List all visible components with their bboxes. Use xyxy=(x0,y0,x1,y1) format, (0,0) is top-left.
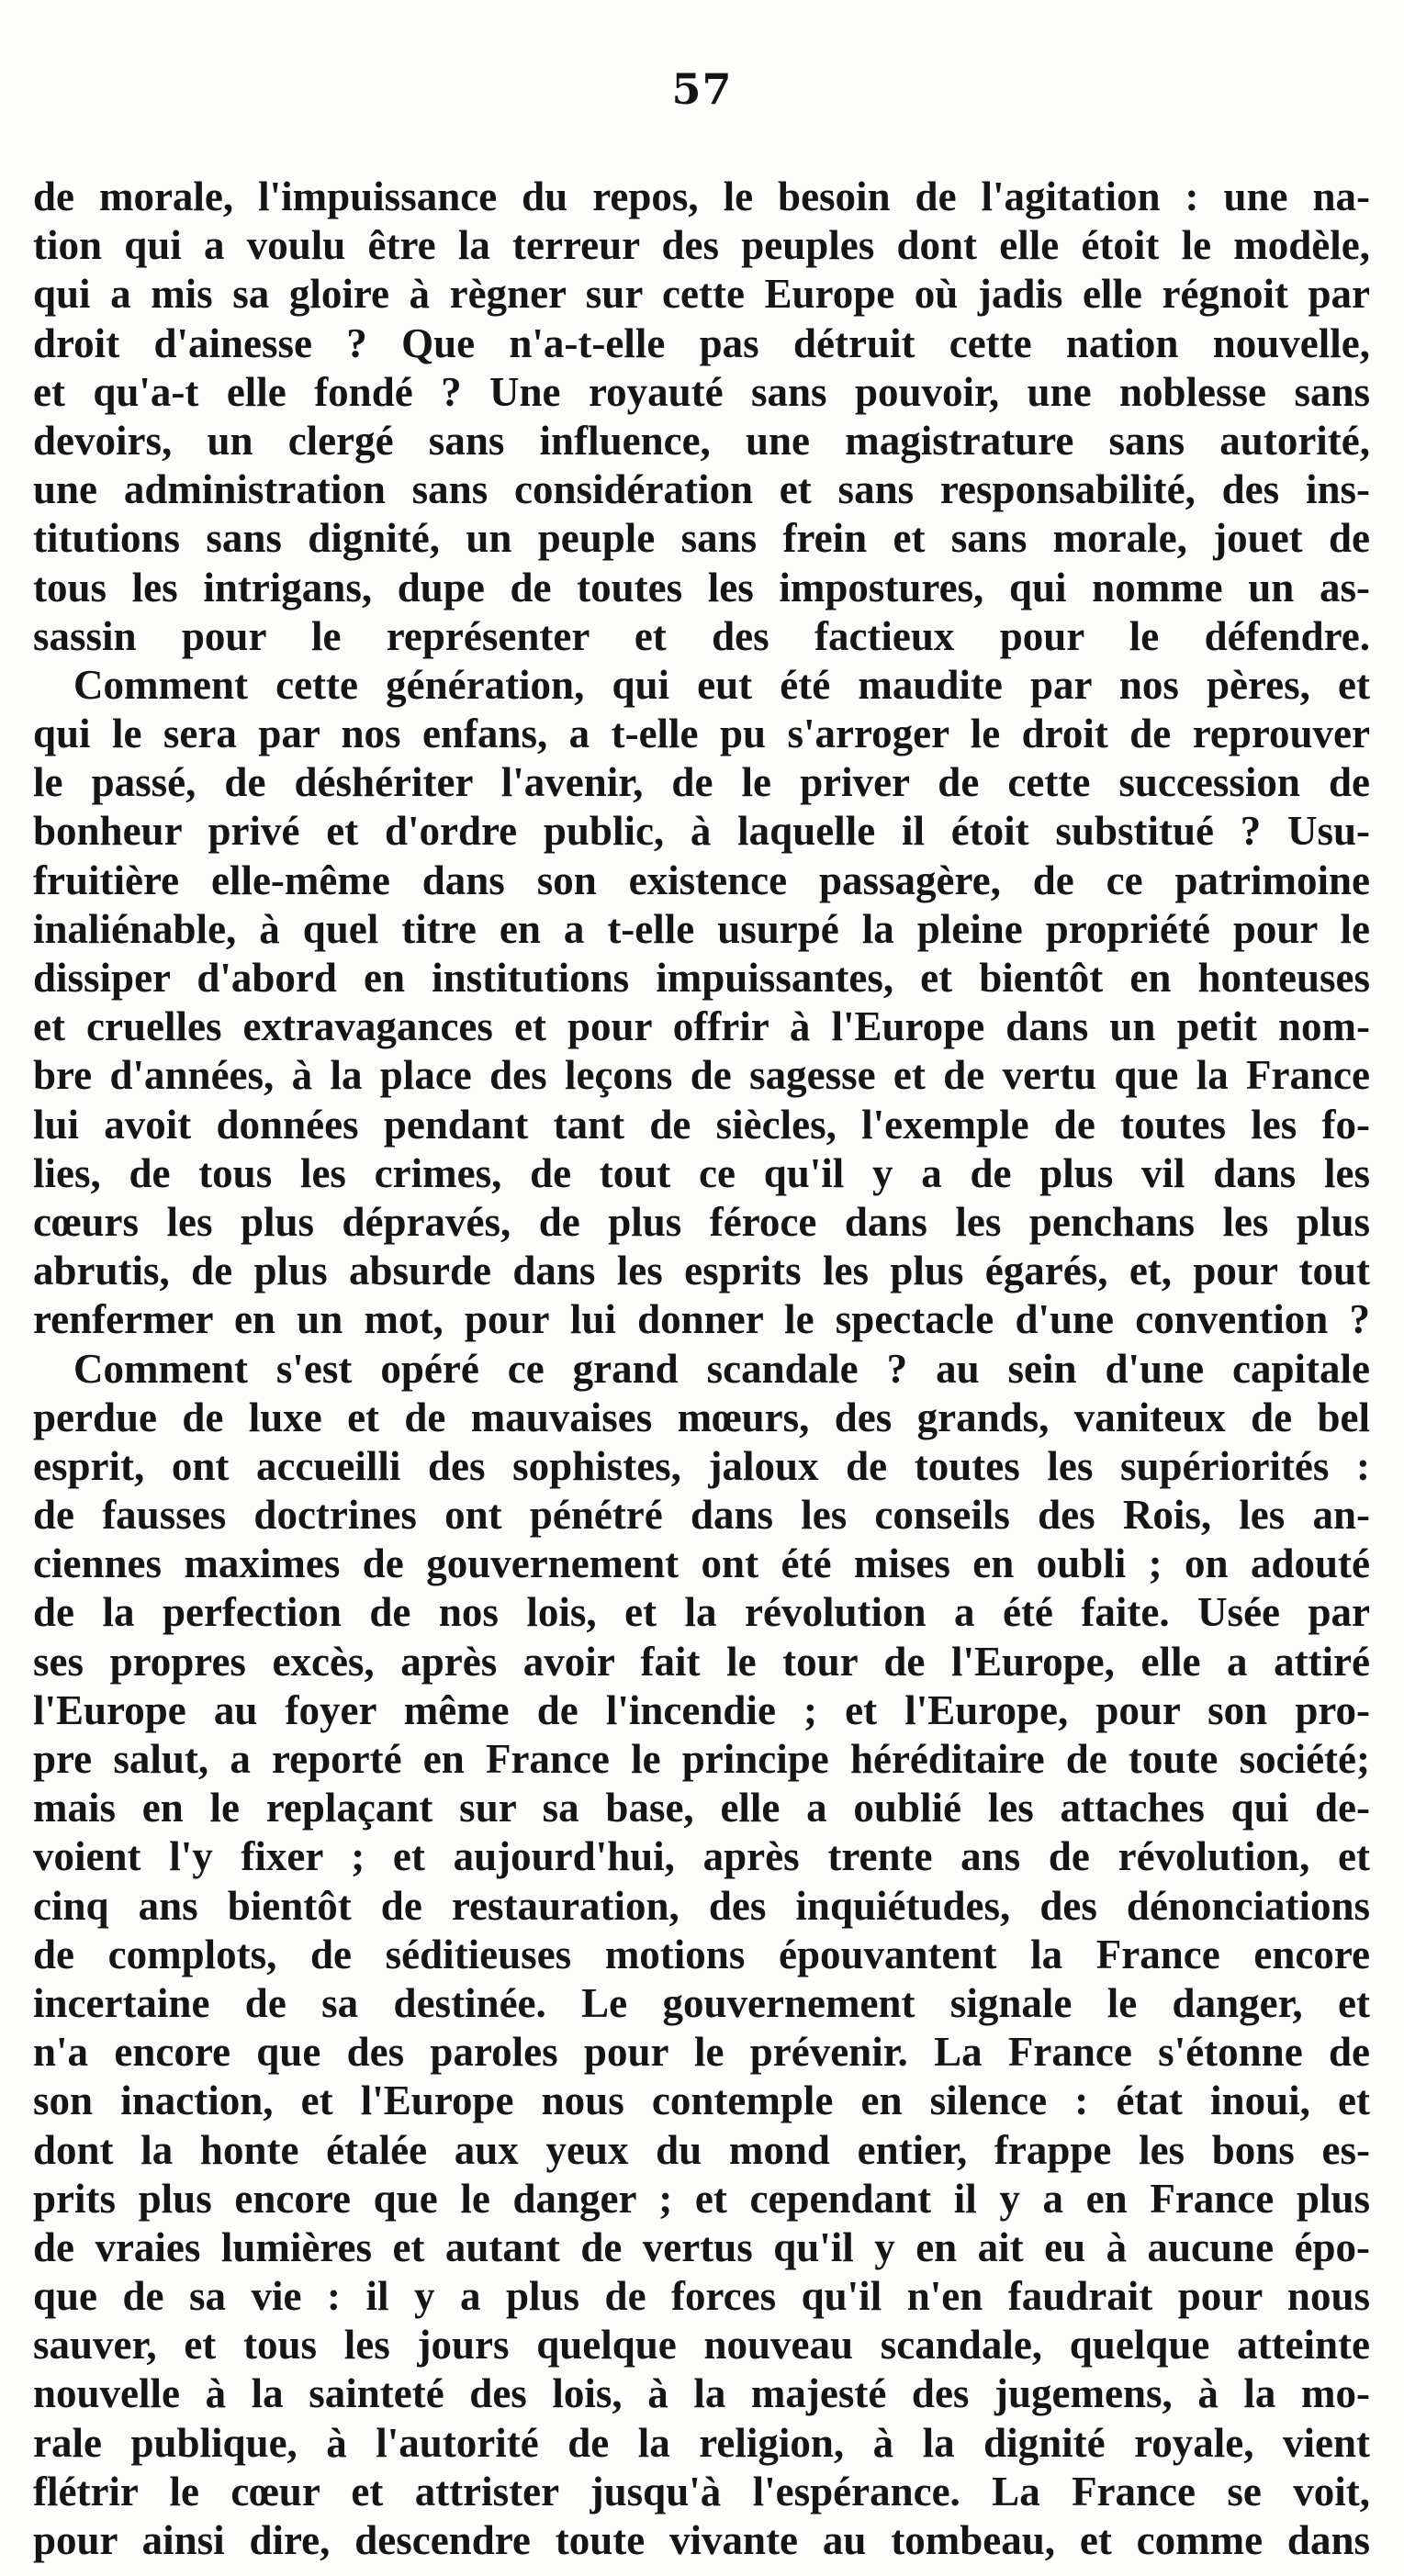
text-line: rale publique, à l'autorité de la religion, à la dignité royale, vient xyxy=(33,2419,1370,2466)
text-line: Comment cette génération, qui eut été maudite par nos pères, et xyxy=(73,661,1370,708)
text-line: cœurs les plus dépravés, de plus féroce dans les penchans les plus xyxy=(33,1198,1370,1245)
paragraph xyxy=(33,1345,1370,2566)
text-line: et qu'a-t elle fondé ? Une royauté sans pouvoir, une noblesse sans xyxy=(33,368,1370,415)
text-line: pour ainsi dire, descendre toute vivante au tombeau, et comme dans xyxy=(33,2517,1370,2563)
text-line: inaliénable, à quel titre en a t-elle usurpé la pleine propriété pour le xyxy=(33,905,1370,952)
text-line: sauver, et tous les jours quelque nouveau scandale, quelque atteinte xyxy=(33,2322,1370,2369)
text-line: de la perfection de nos lois, et la révolution a été faite. Usée par xyxy=(33,1589,1370,1636)
text-line: droit d'ainesse ? Que n'a-t-elle pas détruit cette nation nouvelle, xyxy=(33,319,1370,366)
text-line: sassin pour le représenter et des factieux pour le défendre. xyxy=(33,612,1370,659)
text-line: fruitière elle-même dans son existence passagère, de ce patrimoine xyxy=(33,857,1370,903)
text-line: lui avoit données pendant tant de siècles, l'exemple de toutes les fo- xyxy=(33,1101,1370,1148)
text-line: flétrir le cœur et attrister jusqu'à l'espérance. La France se voit, xyxy=(33,2468,1370,2514)
text-line: qui le sera par nos enfans, a t-elle pu s'arroger le droit de reprouver xyxy=(33,711,1370,757)
text-line: ses propres excès, après avoir fait le tour de l'Europe, elle a attiré xyxy=(33,1638,1370,1685)
text-line: perdue de luxe et de mauvaises mœurs, des grands, vaniteux de bel xyxy=(33,1394,1370,1440)
text-line: ciennes maximes de gouvernement ont été mises en oubli ; on adouté xyxy=(33,1540,1370,1587)
text-line: dont la honte étalée aux yeux du mond entier, frappe les bons es- xyxy=(33,2126,1370,2173)
text-line: prits plus encore que le danger ; et cependant il y a en France plus xyxy=(33,2175,1370,2222)
text-line: qui a mis sa gloire à règner sur cette Europe où jadis elle régnoit par xyxy=(33,271,1370,318)
text-line: tous les intrigans, dupe de toutes les impostures, qui nomme un as- xyxy=(33,564,1370,610)
text-line: de vraies lumières et autant de vertus qu'il y en ait eu à aucune épo- xyxy=(33,2223,1370,2270)
text-line: esprit, ont accueilli des sophistes, jaloux de toutes les supériorités : xyxy=(33,1442,1370,1489)
text-line: une administration sans considération et sans responsabilité, des ins- xyxy=(33,466,1370,513)
page-number: 57 xyxy=(671,64,733,114)
text-line: l'Europe au foyer même de l'incendie ; et l'Europe, pour son pro- xyxy=(33,1686,1370,1733)
text-line: renfermer en un mot, pour lui donner le spectacle d'une convention ? xyxy=(33,1296,1370,1343)
text-line: son inaction, et l'Europe nous contemple en silence : état inoui, et xyxy=(33,2078,1370,2124)
text-line: nouvelle à la sainteté des lois, à la majesté des jugemens, à la mo- xyxy=(33,2370,1370,2417)
paragraph xyxy=(33,661,1370,1345)
body-text xyxy=(33,173,1370,2565)
text-line: bre d'années, à la place des leçons de sagesse et de vertu que la France xyxy=(33,1052,1370,1099)
text-line: de morale, l'impuissance du repos, le besoin de l'agitation : une na- xyxy=(33,174,1370,219)
text-line: pre salut, a reporté en France le principe héréditaire de toute société; xyxy=(33,1736,1370,1782)
text-line: titutions sans dignité, un peuple sans frein et sans morale, jouet de xyxy=(33,515,1370,562)
text-line: abrutis, de plus absurde dans les esprits les plus égarés, et, pour tout xyxy=(33,1248,1370,1294)
text-line: que de sa vie : il y a plus de forces qu'il n'en faudrait pour nous xyxy=(33,2273,1370,2320)
text-line: de complots, de séditieuses motions épouvantent la France encore xyxy=(33,1931,1370,1977)
text-line: de fausses doctrines ont pénétré dans les conseils des Rois, les an- xyxy=(33,1492,1370,1539)
text-line: incertaine de sa destinée. Le gouvernement signale le danger, et xyxy=(33,1979,1370,2026)
text-line: mais en le replaçant sur sa base, elle a oublié les attaches qui de- xyxy=(33,1785,1370,1831)
text-line: n'a encore que des paroles pour le prévenir. La France s'étonne de xyxy=(33,2029,1370,2076)
text-line: tion qui a voulu être la terreur des peuples dont elle étoit le modèle, xyxy=(33,222,1370,269)
text-line: et cruelles extravagances et pour offrir à l'Europe dans un petit nom- xyxy=(33,1003,1370,1050)
text-line: cinq ans bientôt de restauration, des inquiétudes, des dénonciations xyxy=(33,1882,1370,1929)
text-line: bonheur privé et d'ordre public, à laquelle il étoit substitué ? Usu- xyxy=(33,808,1370,855)
paragraph xyxy=(33,173,1370,661)
text-line: voient l'y fixer ; et aujourd'hui, après trente ans de révolution, et xyxy=(33,1833,1370,1880)
text-line: dissiper d'abord en institutions impuissantes, et bientôt en honteuses xyxy=(33,955,1370,1001)
text-line: Comment s'est opéré ce grand scandale ? au sein d'une capitale xyxy=(73,1345,1370,1392)
text-line: devoirs, un clergé sans influence, une magistrature sans autorité, xyxy=(33,417,1370,464)
text-line: lies, de tous les crimes, de tout ce qu'il y a de plus vil dans les xyxy=(33,1149,1370,1196)
text-line: le passé, de déshériter l'avenir, de le priver de cette succession de xyxy=(33,759,1370,806)
